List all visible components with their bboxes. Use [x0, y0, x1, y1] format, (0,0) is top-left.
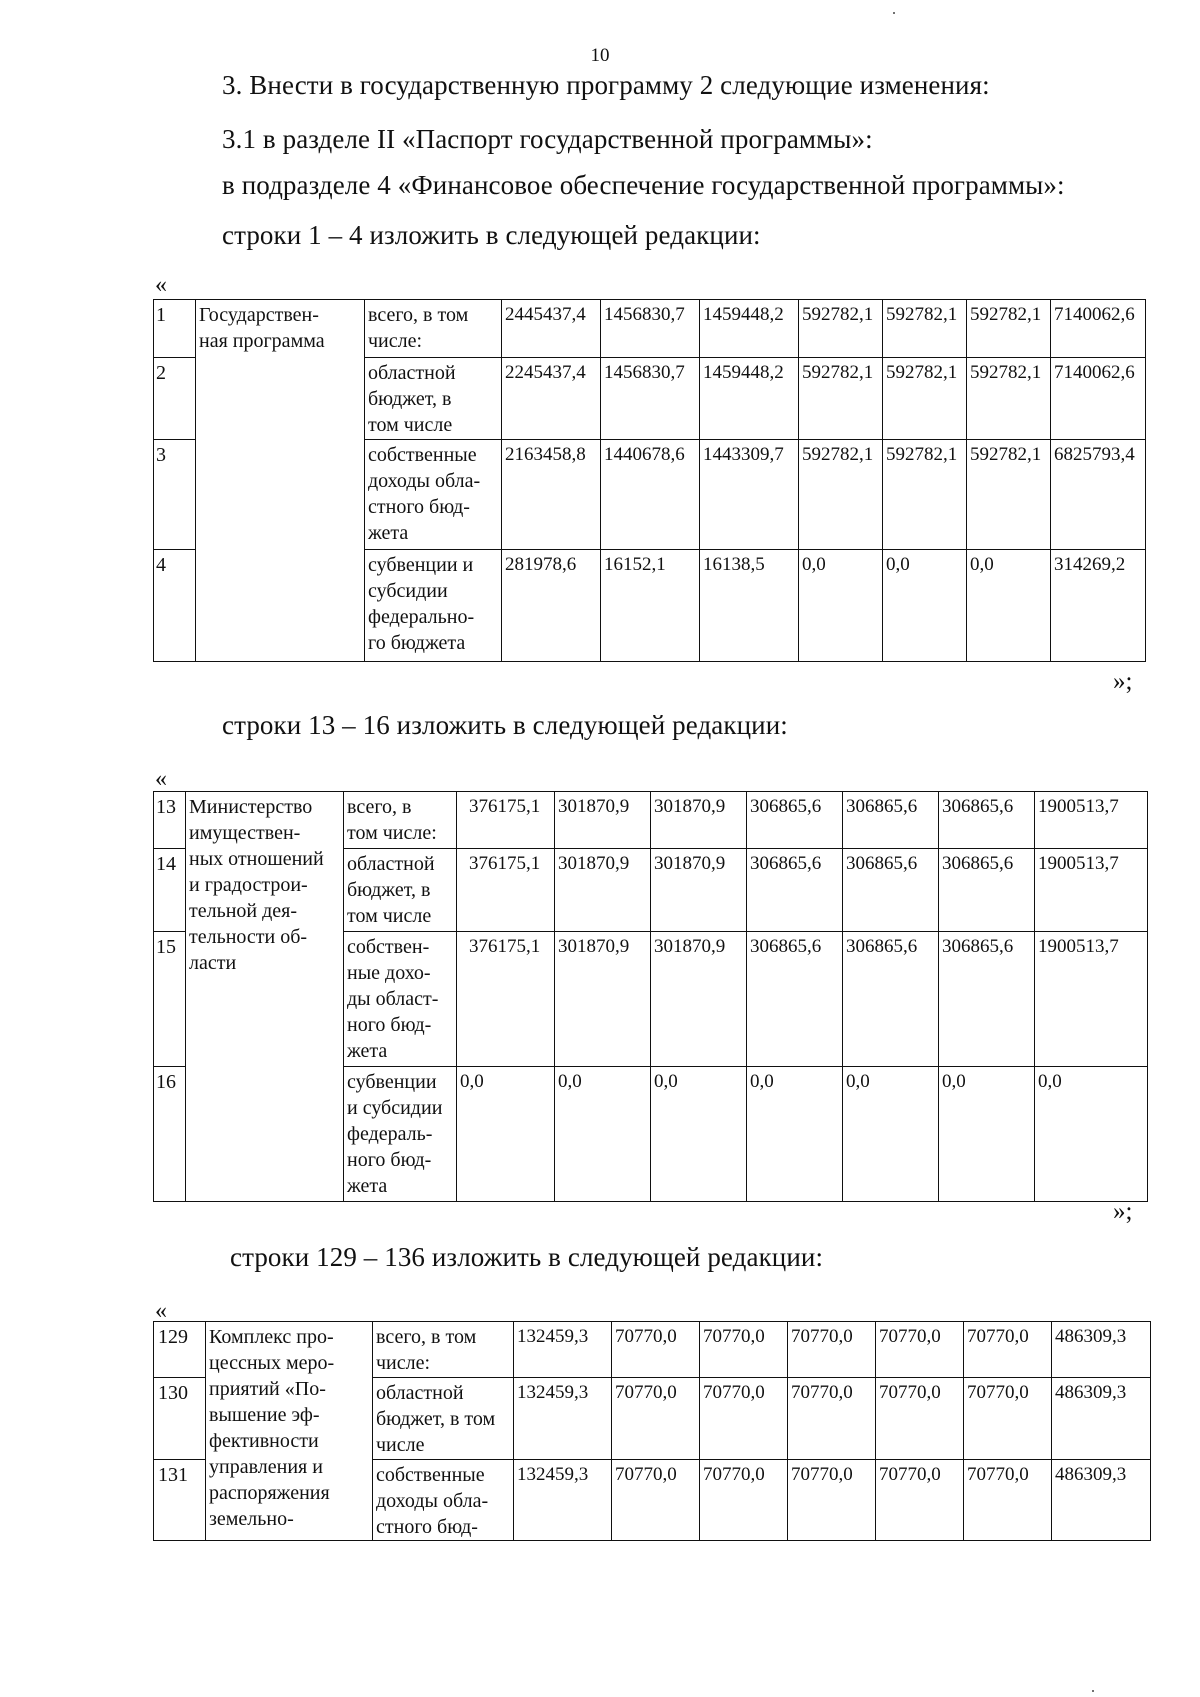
value-cell: 1459448,2 [700, 358, 799, 440]
paragraph-rows-129-136: строки 129 – 136 изложить в следующей редакции: [230, 1242, 824, 1272]
responsible-executor-cell: Министерство имуществен- ных отношений и градострои- тельной дея- тельности об- ласти [186, 792, 344, 1202]
value-cell: 376175,1 [457, 792, 555, 849]
value-cell: 301870,9 [651, 849, 747, 932]
row-number: 16 [154, 1067, 186, 1202]
value-cell: 301870,9 [555, 932, 651, 1067]
value-cell: 70770,0 [788, 1460, 876, 1541]
value-cell: 132459,3 [514, 1378, 612, 1460]
row-number: 3 [154, 440, 196, 550]
value-cell: 1456830,7 [601, 300, 700, 358]
row-number: 131 [154, 1460, 206, 1541]
value-cell: 301870,9 [651, 932, 747, 1067]
value-cell: 306865,6 [939, 849, 1035, 932]
value-cell: 70770,0 [612, 1460, 700, 1541]
row-number: 130 [154, 1378, 206, 1460]
value-cell: 306865,6 [747, 792, 843, 849]
row-number: 1 [154, 300, 196, 358]
measure-name-cell: Комплекс про- цессных меро- приятий «По- вышение эф- фективности управления и распоряжения земельно- [206, 1322, 373, 1541]
funding-source-label: всего, в том числе: [365, 300, 502, 358]
table-row [154, 300, 1146, 358]
total-cell: 486309,3 [1052, 1378, 1151, 1460]
funding-source-label: собственные доходы обла- стного бюд- [373, 1460, 514, 1541]
opening-quote: « [155, 272, 167, 298]
value-cell: 592782,1 [799, 358, 883, 440]
program-name-cell: Государствен- ная программа [196, 300, 365, 662]
value-cell: 1440678,6 [601, 440, 700, 550]
value-cell: 70770,0 [612, 1378, 700, 1460]
value-cell: 70770,0 [876, 1322, 964, 1378]
total-cell: 0,0 [1035, 1067, 1148, 1202]
funding-source-label: областной бюджет, в том числе [344, 849, 457, 932]
value-cell: 1456830,7 [601, 358, 700, 440]
value-cell: 1459448,2 [700, 300, 799, 358]
value-cell: 70770,0 [788, 1378, 876, 1460]
value-cell: 0,0 [651, 1067, 747, 1202]
value-cell: 0,0 [555, 1067, 651, 1202]
value-cell: 0,0 [883, 550, 967, 662]
funding-source-label: областной бюджет, в том числе [365, 358, 502, 440]
value-cell: 0,0 [799, 550, 883, 662]
total-cell: 486309,3 [1052, 1460, 1151, 1541]
total-cell: 1900513,7 [1035, 792, 1148, 849]
value-cell: 592782,1 [799, 440, 883, 550]
value-cell: 306865,6 [747, 849, 843, 932]
value-cell: 592782,1 [967, 358, 1051, 440]
value-cell: 2445437,4 [502, 300, 601, 358]
opening-quote: « [155, 766, 167, 792]
closing-quote: »; [1113, 1198, 1133, 1225]
value-cell: 70770,0 [700, 1378, 788, 1460]
value-cell: 1443309,7 [700, 440, 799, 550]
paragraph-item-3: 3. Внести в государственную программу 2 следующие изменения: [222, 70, 990, 100]
row-number: 14 [154, 849, 186, 932]
value-cell: 0,0 [843, 1067, 939, 1202]
value-cell: 592782,1 [967, 440, 1051, 550]
total-cell: 7140062,6 [1051, 300, 1146, 358]
value-cell: 70770,0 [964, 1378, 1052, 1460]
value-cell: 281978,6 [502, 550, 601, 662]
table-rows-13-16 [153, 791, 1148, 1202]
row-number: 15 [154, 932, 186, 1067]
value-cell: 592782,1 [967, 300, 1051, 358]
total-cell: 7140062,6 [1051, 358, 1146, 440]
value-cell: 306865,6 [843, 932, 939, 1067]
value-cell: 0,0 [457, 1067, 555, 1202]
funding-source-label: субвенции и субсидии федераль- ного бюд- жета [344, 1067, 457, 1202]
value-cell: 70770,0 [964, 1460, 1052, 1541]
value-cell: 301870,9 [651, 792, 747, 849]
funding-source-label: субвенции и субсидии федерально- го бюджета [365, 550, 502, 662]
table-row [154, 792, 1148, 849]
row-number: 4 [154, 550, 196, 662]
total-cell: 1900513,7 [1035, 849, 1148, 932]
value-cell: 70770,0 [876, 1378, 964, 1460]
paragraph-rows-13-16: строки 13 – 16 изложить в следующей редакции: [222, 710, 788, 740]
paragraph-subitem-3-1: 3.1 в разделе II «Паспорт государственной программы»: [222, 124, 873, 154]
value-cell: 70770,0 [788, 1322, 876, 1378]
table-row [154, 1322, 1151, 1378]
total-cell: 1900513,7 [1035, 932, 1148, 1067]
value-cell: 592782,1 [883, 358, 967, 440]
row-number: 13 [154, 792, 186, 849]
value-cell: 592782,1 [883, 440, 967, 550]
value-cell: 301870,9 [555, 792, 651, 849]
table-rows-1-4 [153, 299, 1146, 662]
value-cell: 70770,0 [876, 1460, 964, 1541]
value-cell: 70770,0 [964, 1322, 1052, 1378]
funding-source-label: собственные доходы обла- стного бюд- жета [365, 440, 502, 550]
value-cell: 2245437,4 [502, 358, 601, 440]
value-cell: 2163458,8 [502, 440, 601, 550]
funding-source-label: собствен- ные дохо- ды област- ного бюд- жета [344, 932, 457, 1067]
row-number: 2 [154, 358, 196, 440]
value-cell: 0,0 [939, 1067, 1035, 1202]
value-cell: 16138,5 [700, 550, 799, 662]
paragraph-rows-1-4: строки 1 – 4 изложить в следующей редакции: [222, 220, 761, 250]
total-cell: 6825793,4 [1051, 440, 1146, 550]
value-cell: 70770,0 [612, 1322, 700, 1378]
total-cell: 314269,2 [1051, 550, 1146, 662]
opening-quote: « [155, 1298, 167, 1324]
value-cell: 306865,6 [843, 792, 939, 849]
value-cell: 16152,1 [601, 550, 700, 662]
funding-source-label: всего, в том числе: [344, 792, 457, 849]
paragraph-subsection-4: в подразделе 4 «Финансовое обеспечение государственной программы»: [222, 170, 1065, 200]
value-cell: 306865,6 [747, 932, 843, 1067]
scan-speck [893, 12, 895, 14]
value-cell: 592782,1 [799, 300, 883, 358]
funding-source-label: областной бюджет, в том числе [373, 1378, 514, 1460]
value-cell: 70770,0 [700, 1460, 788, 1541]
value-cell: 306865,6 [843, 849, 939, 932]
value-cell: 376175,1 [457, 932, 555, 1067]
scan-speck [1092, 1690, 1094, 1692]
table-rows-129-136 [153, 1321, 1151, 1541]
value-cell: 376175,1 [457, 849, 555, 932]
page-number: 10 [590, 45, 610, 66]
value-cell: 301870,9 [555, 849, 651, 932]
funding-source-label: всего, в том числе: [373, 1322, 514, 1378]
value-cell: 132459,3 [514, 1322, 612, 1378]
value-cell: 132459,3 [514, 1460, 612, 1541]
value-cell: 306865,6 [939, 792, 1035, 849]
total-cell: 486309,3 [1052, 1322, 1151, 1378]
value-cell: 592782,1 [883, 300, 967, 358]
value-cell: 0,0 [967, 550, 1051, 662]
closing-quote: »; [1113, 668, 1133, 695]
value-cell: 70770,0 [700, 1322, 788, 1378]
value-cell: 306865,6 [939, 932, 1035, 1067]
row-number: 129 [154, 1322, 206, 1378]
value-cell: 0,0 [747, 1067, 843, 1202]
